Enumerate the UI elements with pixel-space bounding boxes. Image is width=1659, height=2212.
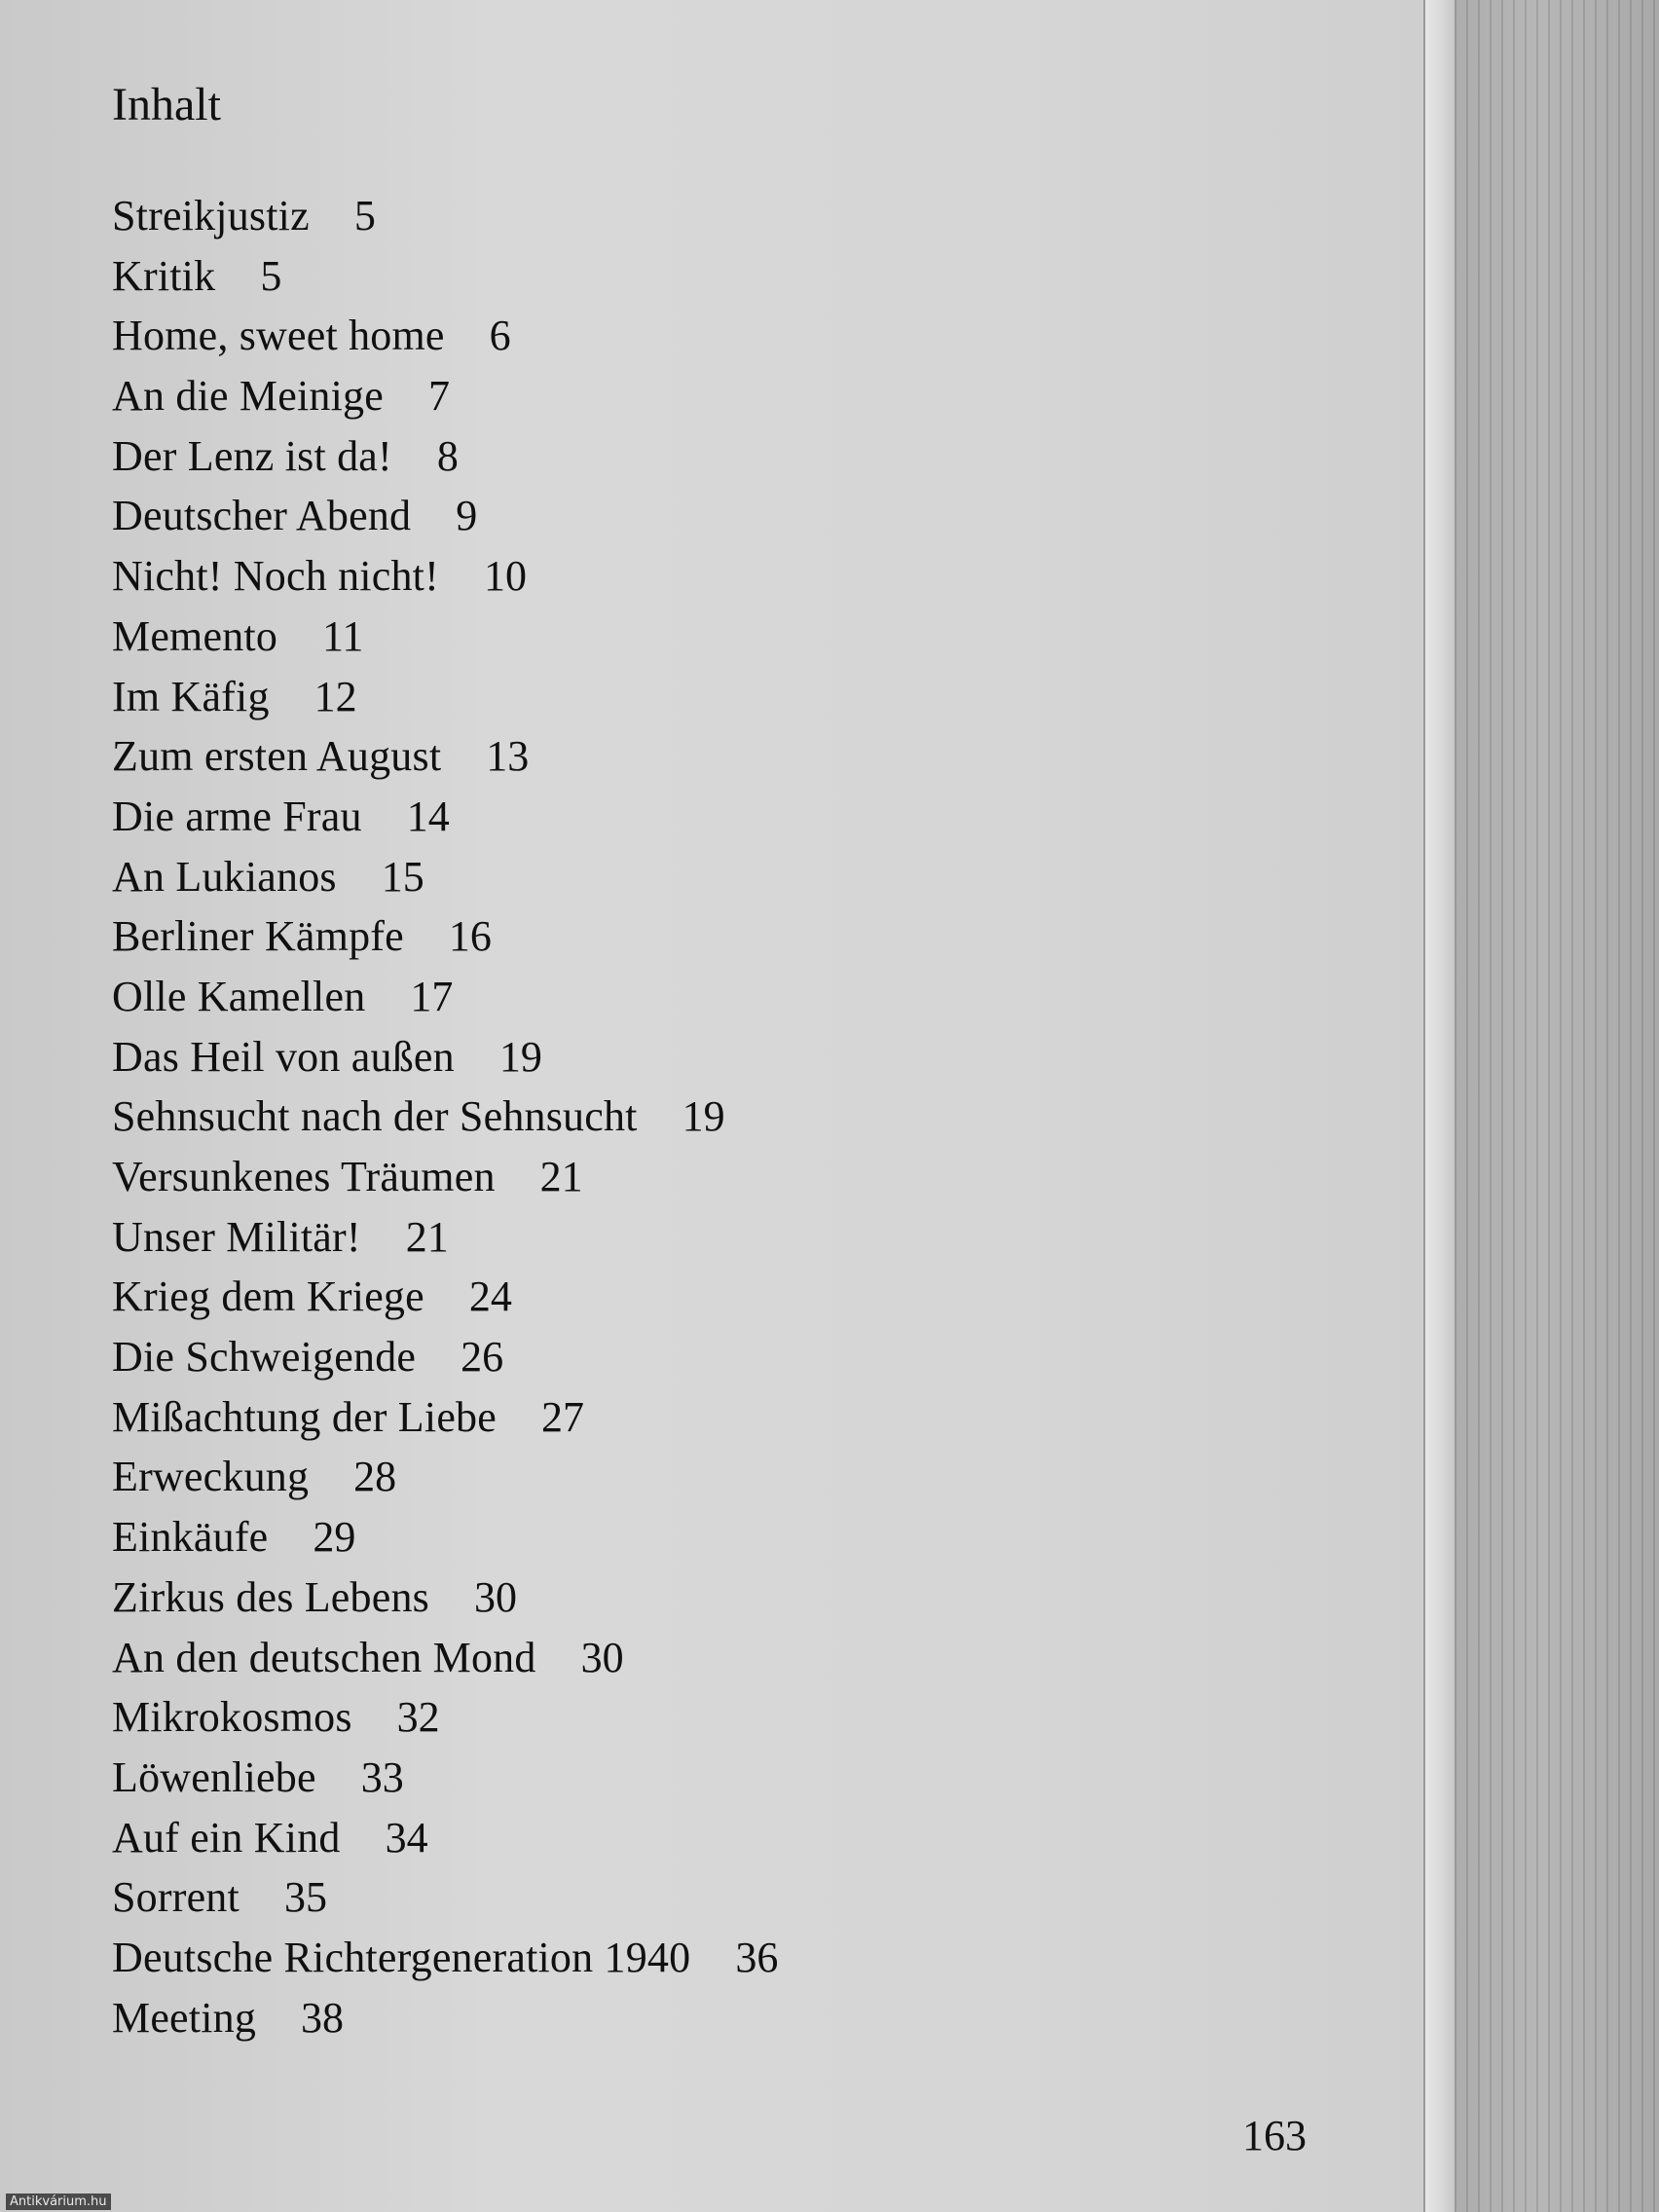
toc-entry bbox=[112, 1867, 778, 1928]
toc-entry-title: Deutsche Richtergeneration 1940 bbox=[112, 1933, 691, 1981]
toc-entry bbox=[112, 366, 778, 426]
toc-entry-page: 10 bbox=[483, 552, 527, 601]
toc-entry bbox=[112, 607, 778, 667]
toc-title: Inhalt bbox=[112, 79, 221, 130]
toc-entry-title: Deutscher Abend bbox=[112, 492, 412, 540]
toc-entry-page: 21 bbox=[539, 1153, 583, 1200]
toc-entry-title: Home, sweet home bbox=[112, 312, 445, 360]
toc-entry bbox=[112, 667, 778, 727]
toc-entry bbox=[112, 1447, 778, 1507]
toc-entry bbox=[112, 906, 778, 967]
toc-entry bbox=[112, 306, 778, 366]
toc-entry bbox=[112, 1387, 778, 1448]
toc-entry-page: 11 bbox=[322, 611, 364, 660]
toc-entry-title: Einkäufe bbox=[112, 1513, 269, 1562]
toc-entry-title: Der Lenz ist da! bbox=[112, 431, 392, 480]
toc-entry-page: 24 bbox=[468, 1272, 512, 1321]
toc-entry bbox=[112, 1808, 778, 1868]
toc-entry-title: Die arme Frau bbox=[112, 792, 362, 840]
toc-entry-title: Zum ersten August bbox=[112, 732, 442, 781]
toc-entry-title: Sehnsucht nach der Sehnsucht bbox=[112, 1092, 638, 1141]
toc-entry-title: Memento bbox=[112, 611, 278, 660]
toc-entry-title: An Lukianos bbox=[112, 852, 337, 901]
toc-entry bbox=[112, 486, 778, 546]
page-edge bbox=[1425, 0, 1455, 2212]
toc-entry-page: 9 bbox=[456, 492, 478, 540]
toc-entry-page: 14 bbox=[406, 792, 450, 840]
toc-entry-page: 5 bbox=[353, 192, 376, 240]
toc-entry-title: Zirkus des Lebens bbox=[112, 1572, 429, 1621]
toc-entry-page: 8 bbox=[436, 431, 459, 480]
toc-entry-title: Löwenliebe bbox=[112, 1752, 316, 1801]
toc-entry-title: Mikrokosmos bbox=[112, 1693, 352, 1742]
toc-entry-title: Erweckung bbox=[112, 1453, 310, 1501]
toc-entry-title: Das Heil von außen bbox=[112, 1032, 455, 1081]
toc-list bbox=[112, 186, 778, 2047]
toc-entry-title: Kritik bbox=[112, 251, 216, 300]
toc-entry-page: 19 bbox=[498, 1032, 542, 1081]
toc-entry-page: 7 bbox=[427, 372, 450, 421]
toc-entry bbox=[112, 1207, 778, 1268]
toc-entry-title: Nicht! Noch nicht! bbox=[112, 552, 439, 601]
toc-entry-title: Meeting bbox=[112, 1993, 257, 2042]
toc-entry bbox=[112, 726, 778, 787]
toc-entry-title: Berliner Kämpfe bbox=[112, 912, 404, 961]
toc-entry-page: 28 bbox=[353, 1453, 397, 1501]
toc-entry bbox=[112, 1687, 778, 1748]
toc-entry-title: Mißachtung der Liebe bbox=[112, 1392, 497, 1441]
toc-entry-title: Krieg dem Kriege bbox=[112, 1272, 424, 1321]
toc-entry-page: 36 bbox=[735, 1933, 779, 1981]
toc-entry-page: 35 bbox=[283, 1873, 327, 1922]
toc-entry-page: 12 bbox=[313, 672, 357, 720]
toc-entry bbox=[112, 1507, 778, 1567]
toc-entry bbox=[112, 1748, 778, 1808]
toc-entry-page: 17 bbox=[410, 972, 454, 1020]
toc-entry-page: 32 bbox=[396, 1693, 440, 1742]
toc-entry-title: Unser Militär! bbox=[112, 1212, 361, 1261]
toc-entry bbox=[112, 787, 778, 847]
toc-entry-page: 16 bbox=[448, 912, 492, 961]
toc-entry bbox=[112, 1027, 778, 1088]
toc-entry bbox=[112, 546, 778, 607]
toc-entry-page: 5 bbox=[260, 251, 282, 300]
toc-entry-title: Im Käfig bbox=[112, 672, 270, 720]
toc-entry-page: 29 bbox=[313, 1513, 356, 1562]
toc-entry bbox=[112, 1928, 778, 1988]
toc-entry-title: Die Schweigende bbox=[112, 1333, 417, 1382]
toc-entry bbox=[112, 967, 778, 1027]
toc-entry-page: 21 bbox=[405, 1212, 449, 1261]
toc-entry bbox=[112, 1567, 778, 1628]
toc-entry bbox=[112, 1988, 778, 2048]
toc-entry bbox=[112, 186, 778, 246]
toc-entry-title: Versunkenes Träumen bbox=[112, 1153, 496, 1200]
toc-entry bbox=[112, 246, 778, 307]
toc-entry-page: 26 bbox=[461, 1333, 504, 1382]
toc-entry-page: 19 bbox=[682, 1092, 725, 1141]
toc-entry-title: Sorrent bbox=[112, 1873, 240, 1922]
page-number: 163 bbox=[1242, 2112, 1307, 2159]
toc-entry-title: Streikjustiz bbox=[112, 192, 310, 240]
toc-entry bbox=[112, 847, 778, 907]
toc-entry-page: 27 bbox=[540, 1392, 584, 1441]
toc-entry-page: 33 bbox=[360, 1752, 404, 1801]
toc-entry-page: 34 bbox=[385, 1813, 428, 1862]
toc-entry-page: 15 bbox=[381, 852, 424, 901]
toc-entry-title: An den deutschen Mond bbox=[112, 1633, 536, 1681]
toc-entry-title: Olle Kamellen bbox=[112, 972, 366, 1020]
toc-entry bbox=[112, 1087, 778, 1147]
toc-entry-page: 6 bbox=[489, 312, 511, 360]
toc-entry bbox=[112, 1147, 778, 1207]
watermark-text: Antikvárium.hu bbox=[6, 2194, 111, 2210]
toc-entry-page: 13 bbox=[486, 732, 530, 781]
toc-entry-page: 30 bbox=[580, 1633, 624, 1681]
toc-entry-title: An die Meinige bbox=[112, 372, 384, 421]
toc-entry bbox=[112, 1327, 778, 1387]
background-surface bbox=[1455, 0, 1659, 2212]
toc-entry bbox=[112, 426, 778, 487]
toc-entry-title: Auf ein Kind bbox=[112, 1813, 341, 1862]
toc-entry-page: 38 bbox=[301, 1993, 345, 2042]
toc-entry bbox=[112, 1628, 778, 1688]
toc-entry-page: 30 bbox=[474, 1572, 517, 1621]
toc-entry bbox=[112, 1267, 778, 1327]
